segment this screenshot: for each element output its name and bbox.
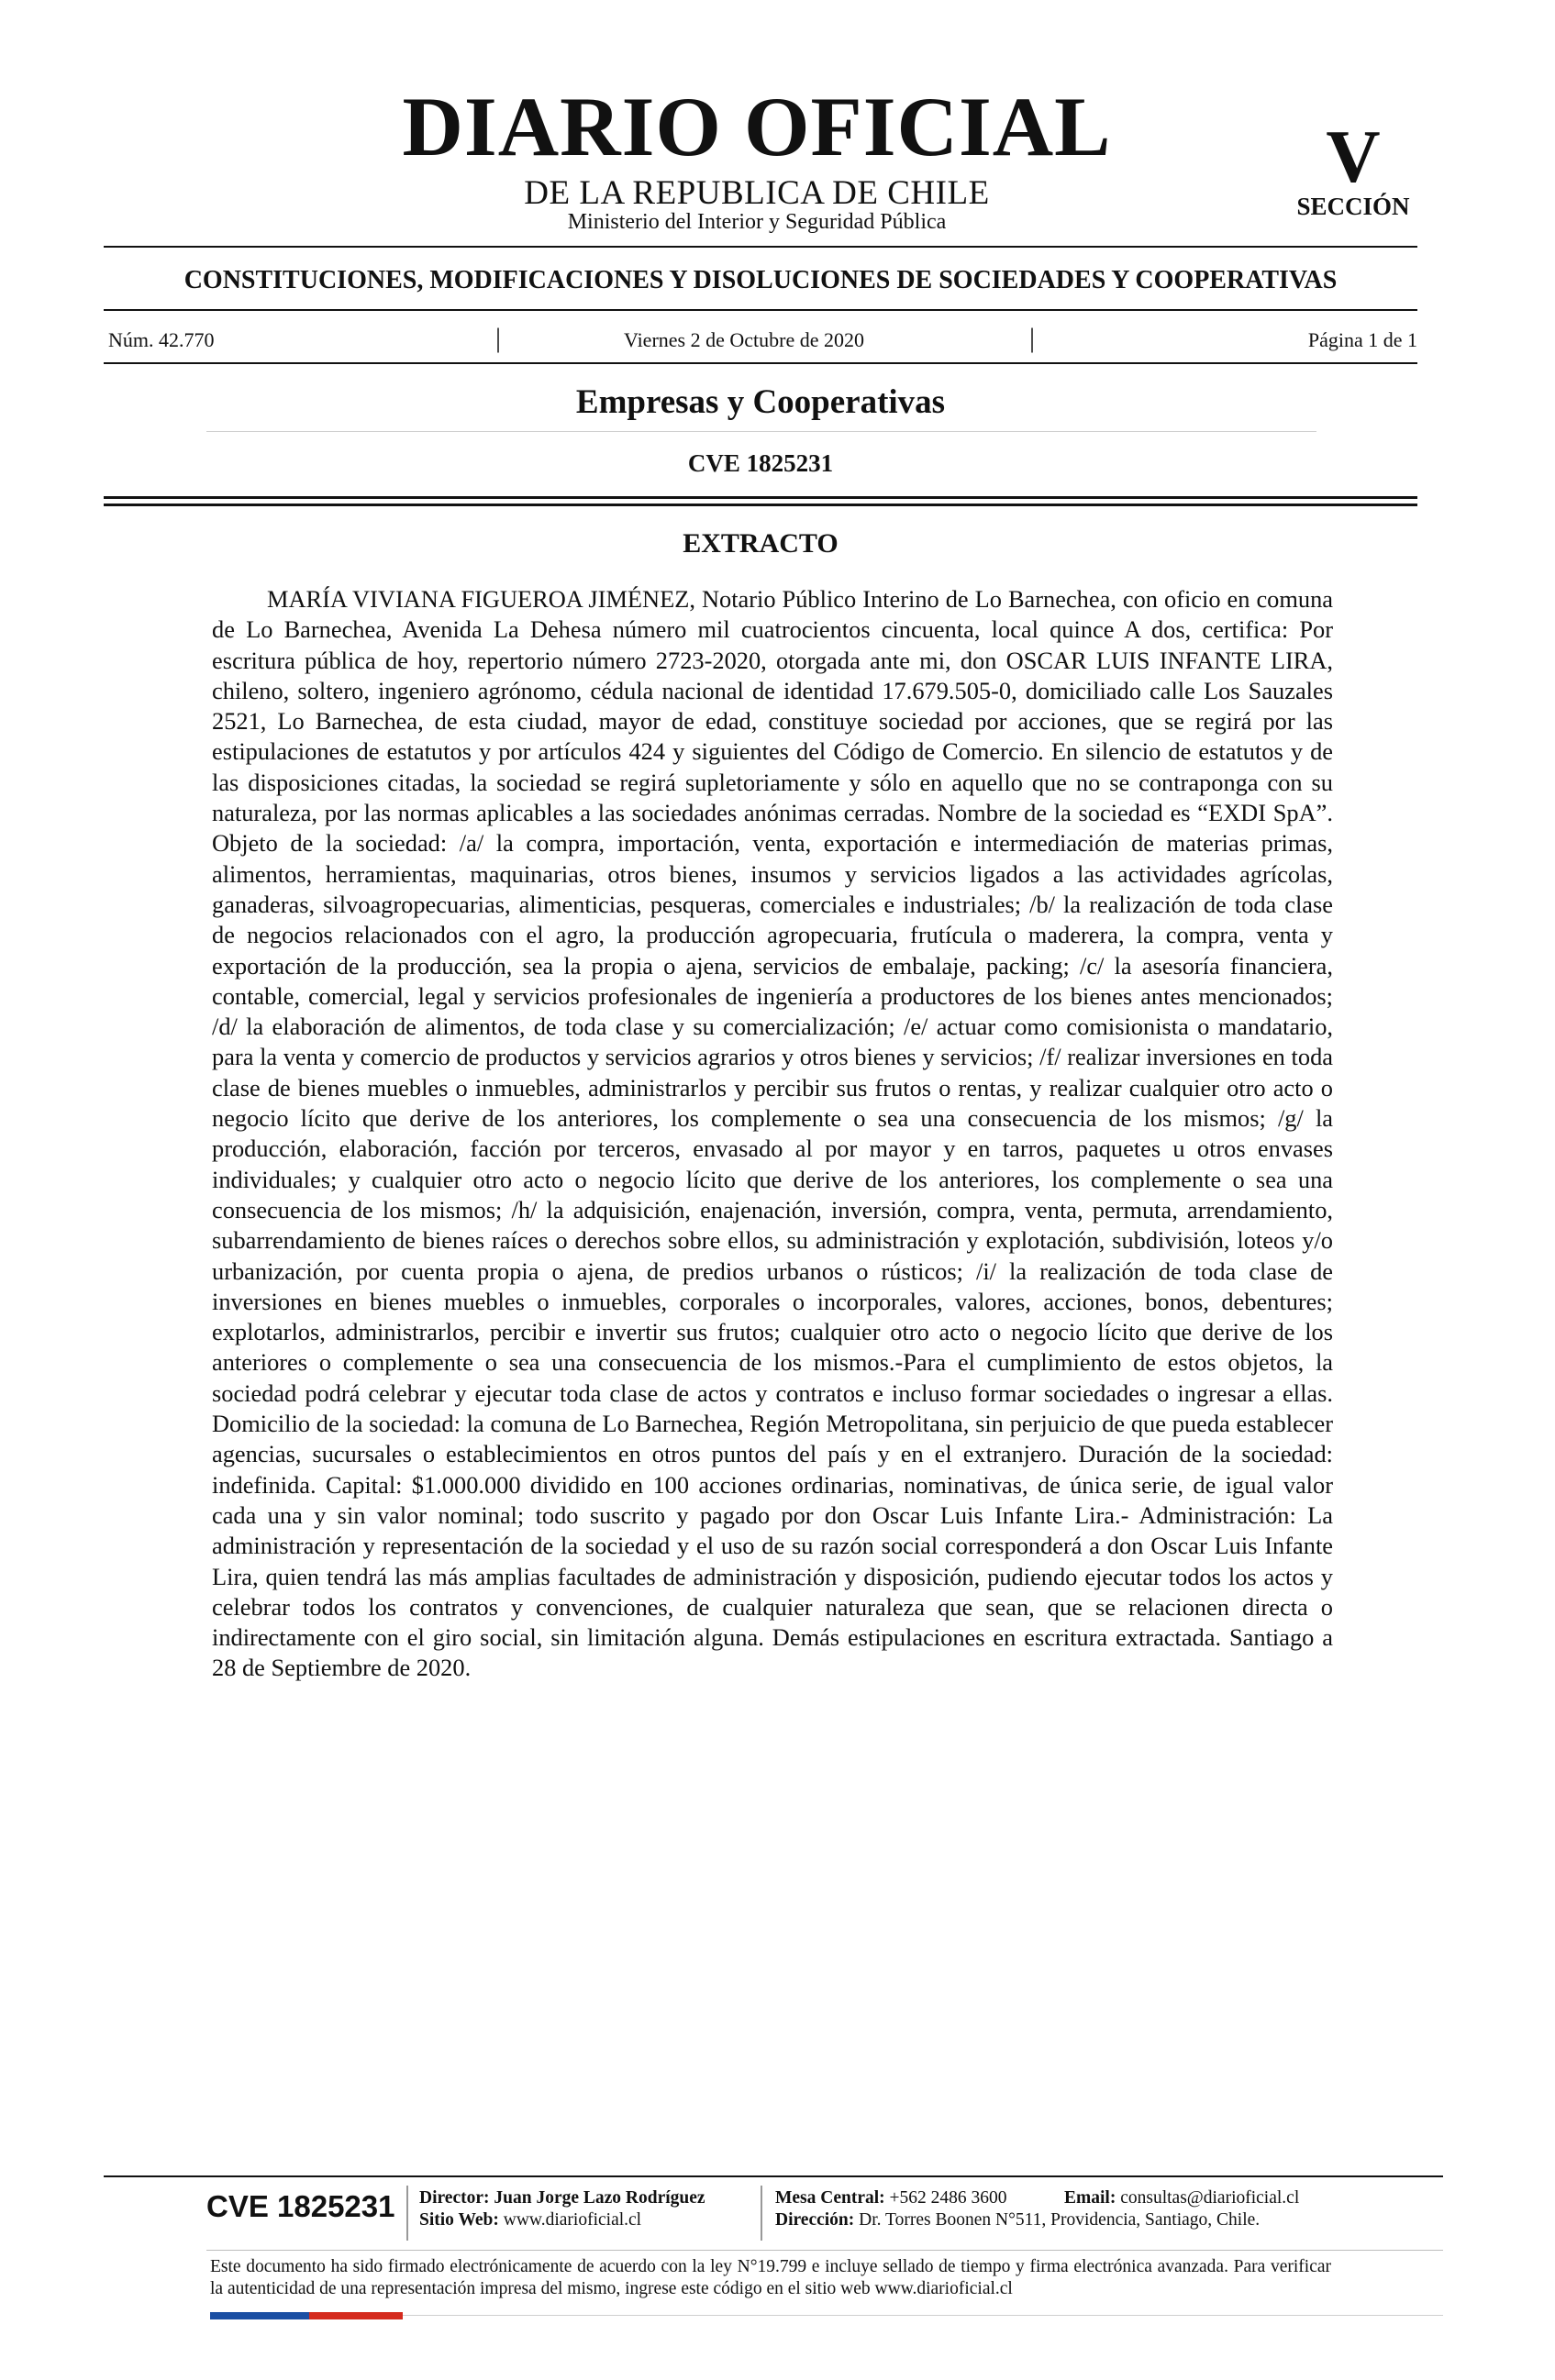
footer-email-block — [1064, 2187, 1299, 2209]
footer-cve-code: CVE 1825231 — [206, 2189, 395, 2223]
category-rule — [206, 431, 1316, 432]
footer-director-block — [419, 2187, 705, 2231]
issue-date: Viernes 2 de Octubre de 2020 — [624, 328, 864, 351]
footer-rule — [206, 2250, 1443, 2251]
masthead-subtitle: DE LA REPUBLICA DE CHILE — [524, 174, 990, 212]
email-link[interactable]: consultas@diarioficial.cl — [1120, 2188, 1300, 2208]
footer-divider — [761, 2186, 762, 2241]
section-label: SECCIÓN — [1296, 193, 1410, 220]
flag-stripe-line — [403, 2315, 1443, 2316]
masthead-title: DIARIO OFICIAL — [402, 80, 1112, 173]
banner-rule — [104, 309, 1417, 311]
extract-body: MARÍA VIVIANA FIGUEROA JIMÉNEZ, Notario Público Interino de Lo Barnechea, con oficio en comuna de Lo Barnechea, Avenida La Dehesa número mil cuatrocientos cincuenta, local quince A dos, certifica: Por escritura pública de hoy, repertorio número 2723-2020, otorgada ante mi, don OSCAR LUIS INFANTE LIRA, chileno, soltero, ingeniero agrónomo, cédula nacional de identidad 17.679.505-0, domiciliado calle Los Sauzales 2521, Lo Barnechea, de esta ciudad, mayor de edad, constituye sociedad por acciones, que se regirá por las estipulaciones de estatutos y por artículos 424 y siguientes del Código de Comercio. En silencio de estatutos y de las disposiciones citadas, la sociedad se regirá supletoriamente y sólo en aquello que no se contraponga con su naturaleza, por las normas aplicables a las sociedades anónimas cerradas. Nombre de la sociedad es “EXDI SpA”. Objeto de la sociedad: /a/ la compra, importación, venta, exportación e intermediación de materias primas, alimentos, herramientas, maquinarias, otros bienes, insumos y servicios ligados a las actividades agrícolas, ganaderas, silvoagropecuarias, alimenticias, pesqueras, comerciales e industriales; /b/ la realización de toda clase de negocios relacionados con el agro, la producción agropecuaria, frutícula o maderera, la compra, venta y exportación de la producción, sea la propia o ajena, servicios de embalaje, packing; /c/ la asesoría financiera, contable, comercial, legal y servicios profesionales de ingeniería a productores de los bienes antes mencionados; /d/ la elaboración de alimentos, de toda clase y su comercialización; /e/ actuar como comisionista o mandatario, para la venta y comercio de productos y servicios agrarios y otros bienes y servicios; /f/ realizar inversiones en toda clase de bienes muebles o inmuebles, administrarlos y percibir sus frutos o rentas, y realizar cualquier otro acto o negocio lícito que derive de los anteriores, los complemente o sea una consecuencia de los mismos; /g/ la producción, elaboración, facción por terceros, envasado al por mayor y en tarros, paquetes u otros envases individuales; y cualquier otro acto o negocio lícito que derive de los anteriores, los complemente o sea una consecuencia de los mismos; /h/ la adquisición, enajenación, inversión, compra, venta, permuta, arrendamiento, subarrendamiento de bienes raíces o derechos sobre ellos, su administración y explotación, subdivisión, loteos y/o urbanización, por cuenta propia o ajena, de predios urbanos o rústicos; /i/ la realización de toda clase de inversiones en bienes muebles o inmuebles, corporales o incorporales, valores, acciones, bonos, debentures; explotarlos, administrarlos, percibir e invertir sus frutos; cualquier otro acto o negocio lícito que derive de los anteriores o complemente o sea una consecuencia de los mismos.-Para el cumplimiento de estos objetos, la sociedad podrá celebrar y ejecutar toda clase de actos y contratos e incluso formar sociedades o ingresar a ellas. Domicilio de la sociedad: la comuna de Lo Barnechea, Región Metropolitana, sin perjuicio de que pueda establecer agencias, sucursales o establecimientos en otros puntos del país y en el extranjero. Duración de la sociedad: indefinida. Capital: $1.000.000 dividido en 100 acciones ordinarias, nominativas, de única serie, de igual valor cada una y sin valor nominal; todo suscrito y pagado por don Oscar Luis Infante Lira.- Administración: La administración y representación de la sociedad y el uso de su razón social corresponderá a don Oscar Luis Infante Lira, quien tendrá las más amplias facultades de administración y disposición, pudiendo ejecutar todos los actos y celebrar todos los contratos y convenciones, de cualquier naturaleza que sean, que se relacionen directa o indirectamente con el giro social, sin limitación alguna. Demás estipulaciones en escritura extractada. Santiago a 28 de Septiembre de 2020. — [212, 585, 1333, 1682]
address-value: Dr. Torres Boonen N°511, Providencia, Santiago, Chile. — [859, 2210, 1261, 2230]
double-rule — [104, 504, 1417, 506]
cve-code: CVE 1825231 — [687, 449, 834, 477]
flag-stripe-red — [309, 2312, 403, 2319]
issue-rule — [104, 362, 1417, 364]
issue-number: Núm. 42.770 — [108, 328, 215, 351]
director-name: Juan Jorge Lazo Rodríguez — [494, 2188, 705, 2208]
director-label: Director: — [419, 2188, 490, 2208]
extract-title: EXTRACTO — [683, 528, 839, 559]
address-label: Dirección: — [775, 2210, 855, 2230]
phone-value: +562 2486 3600 — [889, 2188, 1007, 2208]
phone-label: Mesa Central: — [775, 2188, 885, 2208]
section-letter: V — [1326, 115, 1381, 198]
issue-separator: | — [1029, 323, 1036, 353]
category-title: Empresas y Cooperativas — [575, 383, 946, 421]
header-rule — [104, 246, 1417, 248]
issue-page: Página 1 de 1 — [1307, 328, 1417, 351]
flag-stripe-blue — [210, 2312, 309, 2319]
email-label: Email: — [1064, 2188, 1116, 2208]
footer-rule — [104, 2175, 1443, 2177]
signature-note: Este documento ha sido firmado electrónicamente de acuerdo con la ley N°19.799 e incluye sellado de tiempo y firma electrónica avanzada. Para verificar la autenticidad de una representación impresa del mismo, ingrese este código en el sitio web www.diarioficial.cl — [210, 2257, 1331, 2298]
footer-divider — [406, 2186, 408, 2241]
web-label: Sitio Web: — [419, 2210, 499, 2230]
section-banner: CONSTITUCIONES, MODIFICACIONES Y DISOLUCIONES DE SOCIEDADES Y COOPERATIVAS — [183, 266, 1338, 294]
double-rule — [104, 496, 1417, 499]
web-link[interactable]: www.diarioficial.cl — [503, 2210, 642, 2230]
issue-separator: | — [495, 323, 502, 353]
masthead-ministry: Ministerio del Interior y Seguridad Pública — [567, 210, 947, 234]
